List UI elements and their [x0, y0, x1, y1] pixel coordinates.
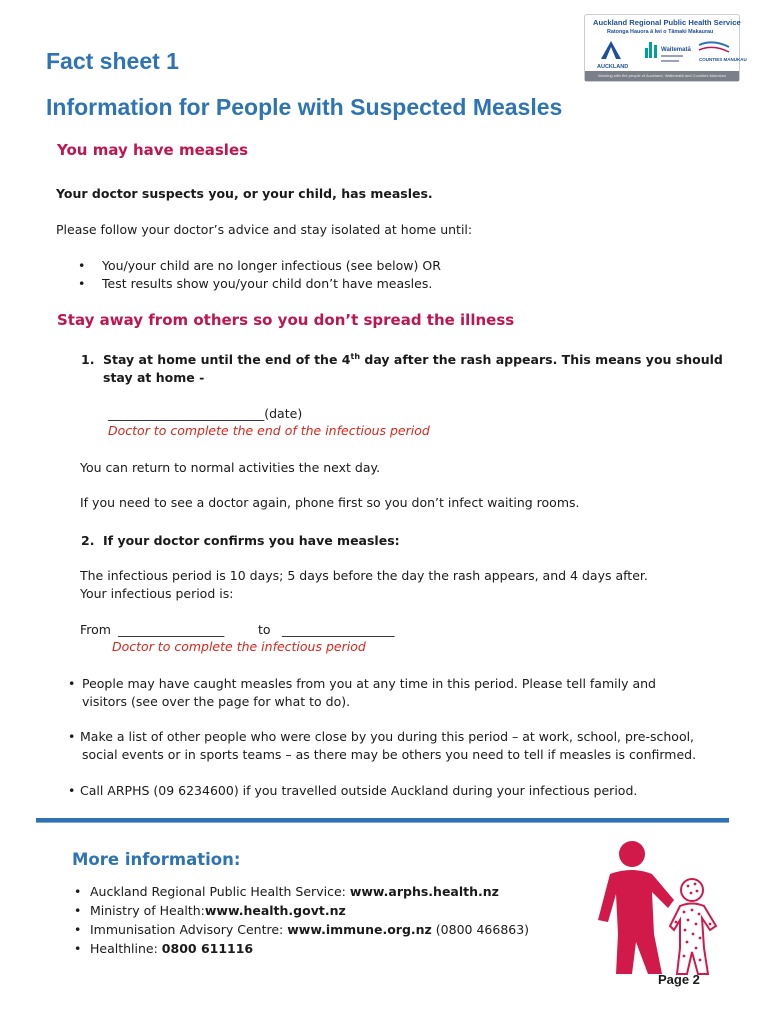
more-info-item — [90, 921, 529, 939]
arphs-logo — [584, 14, 747, 82]
bullet-icon: • — [68, 783, 76, 798]
logo-subtitle: Ratonga Hauora ā Iwi o Tāmaki Makaurau — [607, 29, 714, 35]
arphs-link[interactable]: www.arphs.health.nz — [349, 884, 499, 899]
bullet-icon: • — [74, 922, 82, 937]
from-date-field: _________________ — [118, 622, 225, 637]
section-heading-may-have-measles: You may have measles — [57, 141, 249, 159]
logo-title: Auckland Regional Public Health Service — [593, 18, 741, 27]
adult-and-child-with-rash-icon — [592, 838, 740, 978]
svg-text:COUNTIES MANUKAU: COUNTIES MANUKAU — [699, 57, 747, 62]
more-info-label: Ministry of Health: — [90, 903, 205, 918]
page-number: Page 2 — [658, 972, 700, 987]
bullet-icon: • — [68, 676, 76, 691]
ordinal-suffix: th — [350, 351, 361, 361]
infectious-period-label: Your infectious period is: — [80, 586, 234, 601]
stay-home-line-2: stay at home - — [103, 370, 205, 385]
contacts-bullet-line: visitors (see over the page for what to do). — [82, 694, 351, 709]
bullet-icon: • — [74, 941, 82, 956]
partner-logos-icon — [595, 39, 747, 71]
bullet-icon: • — [78, 276, 86, 291]
more-info-item — [90, 902, 346, 920]
more-info-item — [90, 883, 499, 901]
date-field: _________________________(date) — [108, 406, 303, 421]
more-info-label: Immunisation Advisory Centre: — [90, 922, 288, 937]
bullet-icon: • — [74, 884, 82, 899]
bullet-icon: • — [68, 729, 76, 744]
moh-link[interactable]: www.health.govt.nz — [204, 903, 346, 918]
section-heading-stay-away: Stay away from others so you don’t spread the illness — [57, 311, 515, 329]
item-number: 1. — [81, 352, 95, 367]
isolation-condition: Test results show you/your child don’t have measles. — [102, 276, 433, 291]
logo-tagline-band — [585, 71, 739, 81]
infectious-period-text: The infectious period is 10 days; 5 days before the day the rash appears, and 4 days after. — [80, 568, 648, 583]
return-text: You can return to normal activities the next day. — [80, 460, 381, 475]
more-info-item — [90, 940, 253, 958]
more-info-heading: More information: — [72, 850, 241, 869]
logo-tagline: Working with the people of Auckland, Waitematā and Counties Manukau — [598, 73, 726, 78]
immune-link[interactable]: www.immune.org.nz — [287, 922, 432, 937]
more-info-label: Auckland Regional Public Health Service: — [90, 884, 350, 899]
phone-first-text: If you need to see a doctor again, phone first so you don’t infect waiting rooms. — [80, 495, 580, 510]
date-note: Doctor to complete the end of the infectious period — [108, 423, 430, 438]
advice-text: Please follow your doctor’s advice and stay isolated at home until: — [56, 222, 473, 237]
more-info-label: Healthline: — [90, 941, 162, 956]
call-arphs-line: Call ARPHS (09 6234600) if you travelled outside Auckland during your infectious period. — [80, 783, 638, 798]
stay-home-part-2: day after the rash appears. This means you should — [360, 352, 723, 367]
contacts-bullet-line: People may have caught measles from you at any time in this period. Please tell family and — [82, 676, 656, 691]
page-title: Information for People with Suspected Measles — [46, 94, 563, 120]
bullet-icon: • — [74, 903, 82, 918]
isolation-condition: You/your child are no longer infectious (see below) OR — [102, 258, 441, 273]
bullet-icon: • — [78, 258, 86, 273]
list-contacts-line: Make a list of other people who were close by you during this period – at work, school, pre-school, — [80, 729, 695, 744]
svg-text:AUCKLAND: AUCKLAND — [597, 64, 629, 70]
to-date-field: __________________ — [282, 622, 395, 637]
list-contacts-line: social events or in sports teams – as there may be others you need to tell if measles is confirmed. — [82, 747, 697, 762]
healthline-number: 0800 611116 — [161, 941, 254, 956]
stay-home-instruction — [103, 351, 723, 369]
section-divider — [36, 818, 729, 823]
period-note: Doctor to complete the infectious period — [112, 639, 366, 654]
svg-text:Waitematā: Waitematā — [661, 47, 691, 53]
immune-phone: (0800 466863) — [431, 922, 530, 937]
lead-text: Your doctor suspects you, or your child, has measles. — [56, 186, 433, 201]
fact-sheet-label: Fact sheet 1 — [46, 48, 179, 74]
from-label: From — [80, 622, 111, 637]
item-number: 2. — [81, 533, 95, 548]
to-label: to — [258, 622, 271, 637]
stay-home-part-1: Stay at home until the end of the 4 — [103, 352, 351, 367]
confirmed-heading: If your doctor confirms you have measles: — [103, 533, 400, 548]
